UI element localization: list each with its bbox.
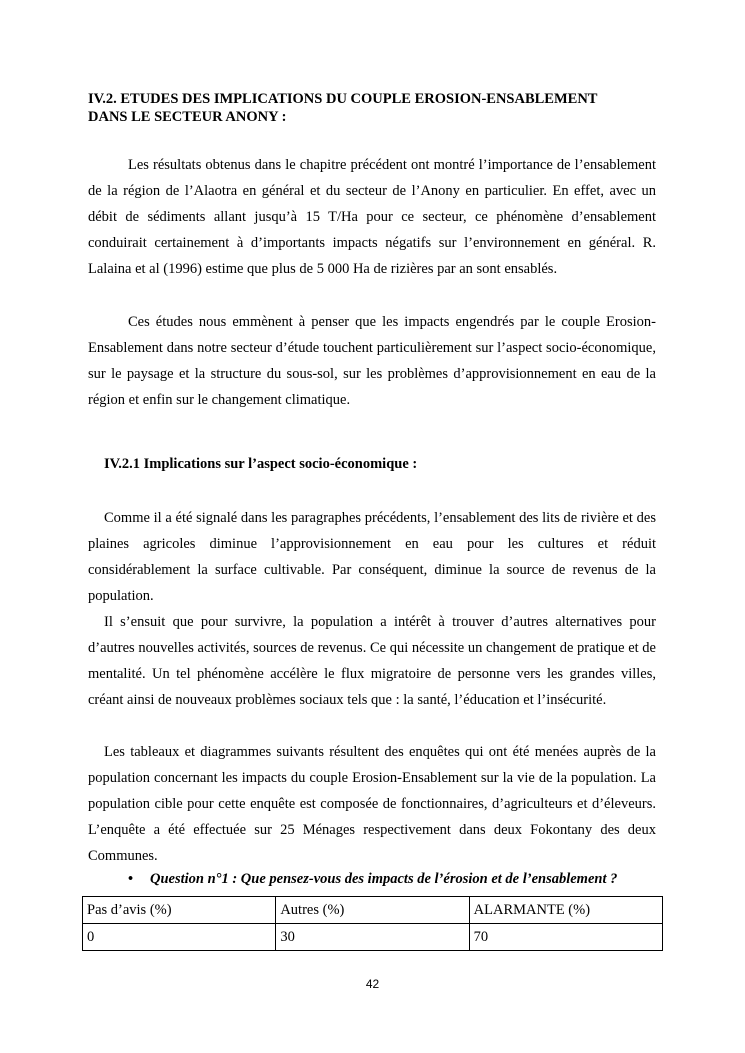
section-heading-line-1: IV.2. ETUDES DES IMPLICATIONS DU COUPLE EROSION-ENSABLEMENT (88, 91, 598, 107)
table-header-cell: Pas d’avis (%) (83, 897, 276, 924)
bullet-icon: • (128, 871, 134, 887)
paragraph-studies-text: Ces études nous emmènent à penser que les impacts engendrés par le couple Erosion-Ensablement dans notre secteur d’étude touchent particulièrement sur l’aspect socio-économique, sur le paysage et la structure du sous-sol, sur les problèmes d’approvisionnement en eau de la région et enfin sur le changement climatique. (88, 314, 656, 408)
table-header-row (83, 897, 663, 924)
paragraph-results-text: Les résultats obtenus dans le chapitre précédent ont montré l’importance de l’ensablement de la région de l’Alaotra en général et du secteur de l’Anony en particulier. En effet, avec un débit de sédiments allant jusqu’à 15 T/Ha pour ce secteur, ce phénomène d’ensablement conduirait certainement à d’importants impacts négatifs sur l’environnement en général. R. Lalaina et al (1996) estime que plus de 5 000 Ha de rizières par an sont ensablés. (88, 157, 656, 277)
table-header-cell: Autres (%) (276, 897, 469, 924)
question-1 (128, 871, 617, 888)
question-1-text: Question n°1 : Que pensez-vous des impacts de l’érosion et de l’ensablement ? (150, 871, 618, 887)
paragraph-survival-text: Il s’ensuit que pour survivre, la population a intérêt à trouver d’autres alternatives pour d’autres nouvelles activités, sources de revenus. Ce qui nécessite un changement de pratique et de mentalité. Un tel phénomène accélère le flux migratoire de personne vers les grandes villes, créant ainsi de nouveaux problèmes sociaux tels que : la santé, l’éducation et l’insécurité. (88, 614, 656, 708)
paragraph-socio-economic-text: Comme il a été signalé dans les paragraphes précédents, l’ensablement des lits de rivière et des plaines agricoles diminue l’approvisionnement en eau pour les cultures et réduit considérablement la surface cultivable. Par conséquent, diminue la source de revenus de la population. (88, 510, 656, 604)
subsection-heading: IV.2.1 Implications sur l’aspect socio-économique : (104, 456, 418, 472)
paragraph-survival (88, 609, 656, 713)
table-cell: 30 (276, 924, 469, 951)
paragraph-studies (88, 309, 656, 413)
table-cell: 70 (469, 924, 662, 951)
paragraph-results (88, 152, 656, 282)
section-heading-line-2: DANS LE SECTEUR ANONY : (88, 109, 287, 125)
paragraph-survey-text: Les tableaux et diagrammes suivants résultent des enquêtes qui ont été menées auprès de la population concernant les impacts du couple Erosion-Ensablement sur la vie de la population. La population cible pour cette enquête est composée de fonctionnaires, d’agriculteurs et d’éleveurs. L’enquête a été effectuée sur 25 Ménages respectivement dans deux Fokontany des deux Communes. (88, 744, 656, 864)
survey-table (82, 896, 663, 951)
table-row (83, 924, 663, 951)
paragraph-socio-economic (88, 505, 656, 609)
section-heading (88, 90, 668, 126)
page-number: 42 (365, 977, 380, 991)
paragraph-survey (88, 739, 656, 869)
table-header-cell: ALARMANTE (%) (469, 897, 662, 924)
table-cell: 0 (83, 924, 276, 951)
